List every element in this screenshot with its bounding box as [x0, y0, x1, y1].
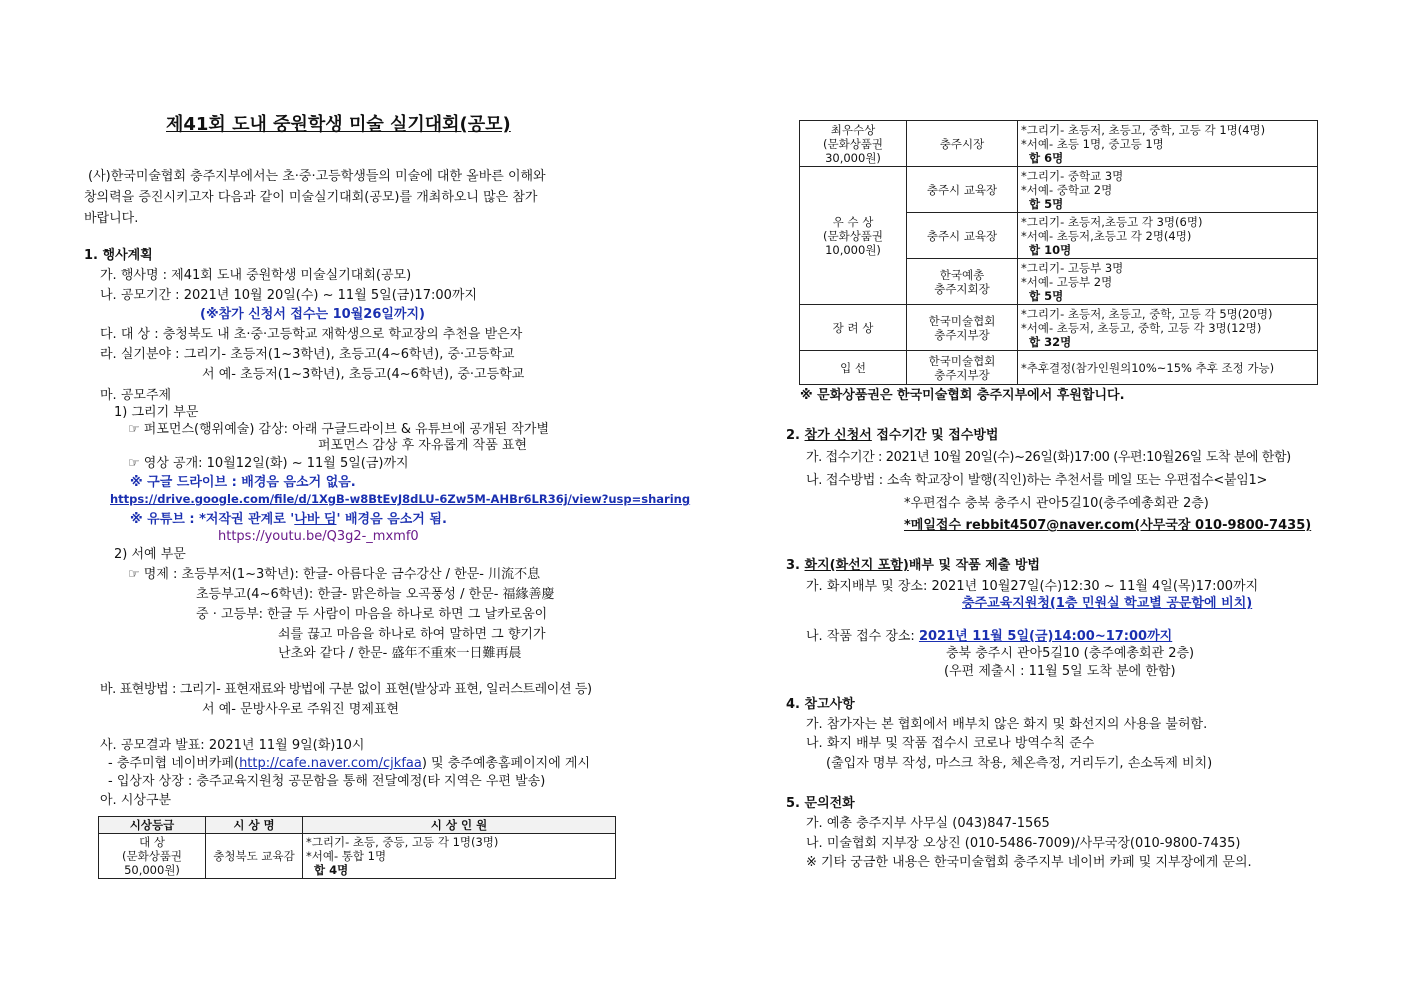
award-name-cell: 한국미술협회 충주지부장 — [907, 305, 1018, 351]
artwork-submission-time: 2021년 11월 5일(금)14:00~17:00까지 — [918, 629, 1173, 644]
application-period: 가. 접수기간 : 2021년 10월 20일(수)~26일(화)17:00 (우편:10월26일 도착 분에 한함) — [806, 450, 1291, 465]
artwork-submission: 나. 작품 접수 장소: 2021년 11월 5일(금)14:00~17:00까지 — [806, 629, 1173, 644]
header-people: 시 상 인 원 — [303, 817, 616, 834]
results-cafe-start: - 충주미협 네이버카페( — [108, 756, 240, 771]
postal-submission: *우편접수 충북 충주시 관아5길10(충주예총회관 2층) — [904, 496, 1209, 511]
award-table-left — [98, 816, 616, 879]
google-drive-note: ※ 구글 드라이브 : 배경음 음소거 없음. — [130, 475, 356, 490]
calligraphy-topic-5: 난초와 같다 / 한문- 盛年不重來一日難再晨 — [278, 646, 522, 661]
performance-line-1: ☞ 퍼포먼스(행위예술) 감상: 아래 구글드라이브 & 유튜브에 공개된 작가별 — [128, 422, 549, 437]
award-category-heading: 아. 시상구분 — [100, 793, 172, 808]
youtube-link[interactable]: https://youtu.be/Q3g2-_mxmf0 — [218, 529, 419, 544]
performance-line-2: 퍼포먼스 감상 후 자유롭게 작품 표현 — [318, 438, 528, 453]
grade-cell: 장 려 상 — [800, 305, 907, 351]
people-cell: *그리기- 고등부 3명 *서예- 고등부 2명 합 5명 — [1018, 259, 1318, 305]
email-submission: *메일접수 rebbit4507@naver.com(사무국장 010-9800-7435) — [904, 518, 1312, 533]
award-name-cell: 충청북도 교육감 — [206, 834, 303, 879]
contact-association: 나. 미술협회 지부장 오상진 (010-5486-7009)/사무국장(010-9800-7435) — [806, 836, 1241, 851]
header-award-name: 시 상 명 — [206, 817, 303, 834]
eligibility: 다. 대 상 : 충청북도 내 초·중·고등학교 재학생으로 학교장의 추천을 받은자 — [100, 327, 523, 342]
table-row — [99, 834, 616, 879]
people-cell: *그리기- 초등, 중등, 고등 각 1명(3명) *서예- 통합 1명 합 4명 — [303, 834, 616, 879]
section-1-heading: 1. 행사계획 — [84, 248, 153, 263]
youtube-note-end: ' 배경음 음소거 됨. — [336, 512, 447, 527]
award-table-right — [799, 120, 1318, 385]
grade-cell: 대 상 (문화상품권 50,000원) — [99, 834, 206, 879]
reference-covid-details: (출입자 명부 작성, 마스크 착용, 체온측정, 거리두기, 손소독제 비치) — [826, 756, 1213, 771]
youtube-note-start: ※ 유튜브 : *저작권 관계로 ' — [130, 512, 295, 527]
calligraphy-topic-2: 초등부고(4~6학년): 한글- 맑은하늘 오곡풍성 / 한문- 福緣善慶 — [196, 587, 555, 602]
table-row — [800, 167, 1318, 213]
google-drive-link[interactable]: https://drive.google.com/file/d/1XgB-w8BtEvJ8dLU-6Zw5M-AHBr6LR36j/view?usp=sharing — [110, 492, 691, 506]
drawing-section-heading: 1) 그리기 부문 — [114, 405, 199, 420]
table-row — [800, 305, 1318, 351]
results-cafe — [108, 755, 590, 773]
people-cell: *그리기- 중학교 3명 *서예- 중학교 2명 합 5명 — [1018, 167, 1318, 213]
grade-cell: 입 선 — [800, 351, 907, 385]
section-2-underlined: 참가 신청서 — [804, 428, 872, 443]
video-period: ☞ 영상 공개: 10월12일(화) ~ 11월 5일(금)까지 — [128, 456, 409, 471]
contact-office: 가. 예총 충주지부 사무실 (043)847-1565 — [806, 816, 1050, 831]
field-calligraphy: 서 예- 초등저(1~3학년), 초등고(4~6학년), 중·고등학교 — [202, 367, 525, 382]
cafe-link[interactable]: http://cafe.naver.com/cjkfaa — [239, 756, 422, 771]
section-3-underlined: 화지(화선지 포함) — [804, 558, 909, 573]
section-5-heading: 5. 문의전화 — [786, 796, 855, 811]
award-delivery: - 입상자 상장 : 충주교육지원청 공문함을 통해 전달예정(타 지역은 우편 발송) — [108, 774, 546, 789]
expression-method-calligraphy: 서 예- 문방사우로 주워진 명제표현 — [202, 702, 400, 717]
contact-etc: ※ 기타 궁금한 내용은 한국미술협회 충주지부 네이버 카페 및 지부장에게 문의. — [806, 855, 1252, 870]
grade-cell: 우 수 상 (문화상품권 10,000원) — [800, 167, 907, 305]
award-name-cell: 한국예총 충주지회장 — [907, 259, 1018, 305]
people-cell: *그리기- 초등저,초등고 각 3명(6명) *서예- 초등저,초등고 각 2명(4명) 합 10명 — [1018, 213, 1318, 259]
calligraphy-topic-3: 중 · 고등부: 한글 두 사람이 마음을 하나로 하면 그 날카로움이 — [196, 607, 548, 622]
award-name-cell: 충주시 교육장 — [907, 167, 1018, 213]
people-cell: *그리기- 초등저, 초등고, 중학, 고등 각 5명(20명) *서예- 초등저, 초등고, 중학, 고등 각 3명(12명) 합 32명 — [1018, 305, 1318, 351]
people-cell: *추후결정(참가인원의10%~15% 추후 조정 가능) — [1018, 351, 1318, 385]
gift-card-note: ※ 문화상품권은 한국미술협회 충주지부에서 후원합니다. — [800, 388, 1125, 403]
postal-deadline: (우편 제출시 : 11월 5일 도착 분에 한함) — [944, 664, 1176, 679]
paper-distribution-place: 충주교육지원청(1층 민원실 학교별 공문함에 비치) — [962, 596, 1253, 611]
document-title: 제41회 도내 중원학생 미술 실기대회(공모) — [166, 114, 511, 135]
application-deadline-note: (※참가 신청서 접수는 10월26일까지) — [200, 307, 425, 322]
artwork-submission-address: 충북 충주시 관아5길10 (충주예총회관 2층) — [946, 646, 1195, 661]
award-name-cell: 충주시장 — [907, 121, 1018, 167]
award-name-cell: 한국미술협회 충주지부장 — [907, 351, 1018, 385]
intro-line-1: (사)한국미술협회 충주지부에서는 초·중·고등학생들의 미술에 대한 올바른 이해와 — [88, 169, 546, 184]
header-grade: 시상등급 — [99, 817, 206, 834]
youtube-note — [130, 511, 447, 529]
intro-line-3: 바랍니다. — [84, 211, 139, 226]
contest-period: 나. 공모기간 : 2021년 10월 20일(수) ~ 11월 5일(금)17:00까지 — [100, 288, 478, 303]
section-2-heading: 2. 참가 신청서 접수기간 및 접수방법 — [786, 428, 999, 443]
grade-cell: 최우수상 (문화상품권 30,000원) — [800, 121, 907, 167]
section-3-heading: 3. 화지(화선지 포함)배부 및 작품 제출 방법 — [786, 558, 1040, 573]
reference-covid: 나. 화지 배부 및 작품 접수시 코로나 방역수칙 준수 — [806, 736, 1095, 751]
paper-distribution: 가. 화지배부 및 장소: 2021년 10월27일(수)12:30 ~ 11월 4일(목)17:00까지 — [806, 579, 1259, 594]
youtube-music-name: 나바 딤 — [294, 512, 337, 527]
topic-heading: 마. 공모주제 — [100, 388, 172, 403]
event-name: 가. 행사명 : 제41회 도내 중원학생 미술실기대회(공모) — [100, 268, 412, 283]
results-announcement: 사. 공모결과 발표: 2021년 11월 9일(화)10시 — [100, 738, 365, 753]
table-row — [800, 121, 1318, 167]
calligraphy-section-heading: 2) 서예 부문 — [114, 547, 186, 562]
table-row — [800, 351, 1318, 385]
people-cell: *그리기- 초등저, 초등고, 중학, 고등 각 1명(4명) *서예- 초등 1명, 중고등 1명 합 6명 — [1018, 121, 1318, 167]
application-method: 나. 접수방법 : 소속 학교장이 발행(직인)하는 추천서를 메일 또는 우편접수<붙임1> — [806, 473, 1268, 488]
expression-method-drawing: 바. 표현방법 : 그리기- 표현재료와 방법에 구분 없이 표현(발상과 표현, 일러스트레이션 등) — [100, 682, 592, 697]
field-drawing: 라. 실기분야 : 그리기- 초등저(1~3학년), 초등고(4~6학년), 중·고등학교 — [100, 347, 515, 362]
calligraphy-topic-1: ☞ 명제 : 초등부저(1~3학년): 한글- 아름다운 금수강산 / 한문- 川流不息 — [128, 567, 541, 582]
calligraphy-topic-4: 쇠를 끊고 마음을 하나로 하여 말하면 그 향기가 — [278, 627, 546, 642]
section-4-heading: 4. 참고사항 — [786, 697, 855, 712]
intro-line-2: 창의력을 증진시키고자 다음과 같이 미술실기대회(공모)를 개최하오니 많은 참가 — [84, 190, 538, 205]
reference-paper: 가. 참가자는 본 협회에서 배부치 않은 화지 및 화선지의 사용을 불허함. — [806, 717, 1208, 732]
award-name-cell: 충주시 교육장 — [907, 213, 1018, 259]
results-cafe-end: ) 및 충주예총홈페이지에 게시 — [421, 756, 591, 771]
